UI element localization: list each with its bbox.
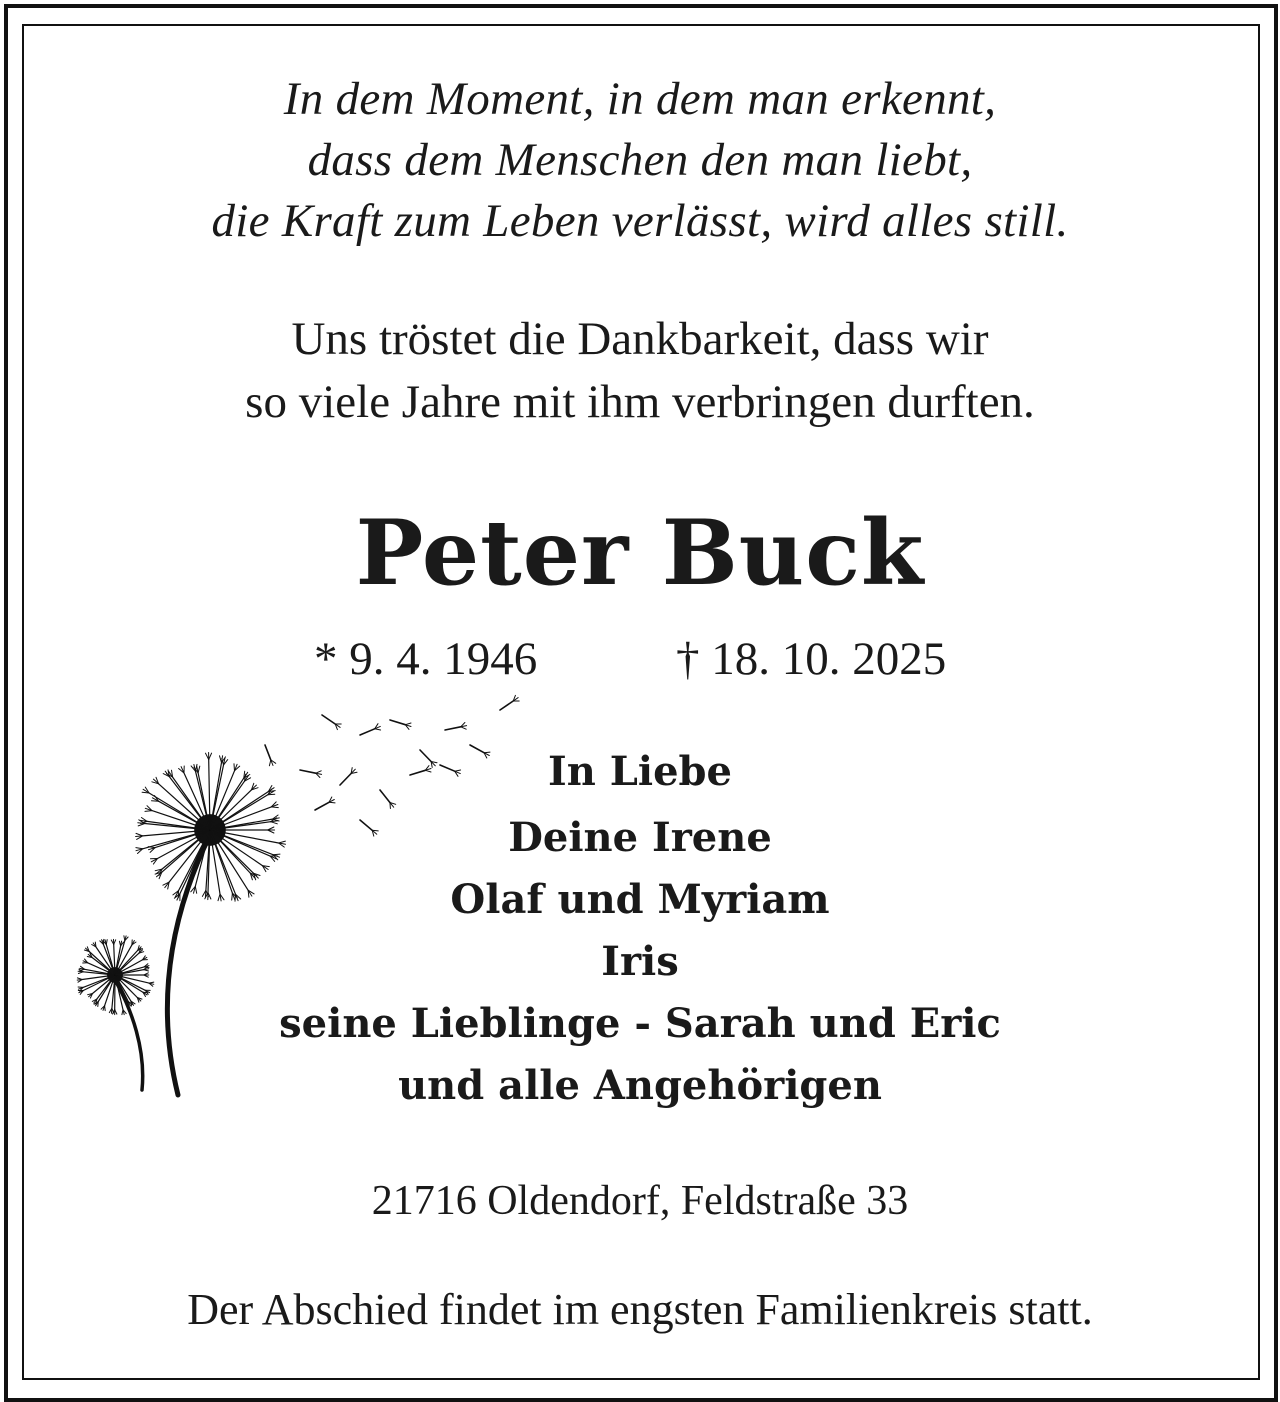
mourner-line: Iris xyxy=(0,942,1280,982)
comfort-line-1: Uns tröstet die Dankbarkeit, dass wir xyxy=(0,316,1280,363)
mourner-line: Deine Irene xyxy=(0,818,1280,858)
comfort-line-2: so viele Jahre mit ihm verbringen durften. xyxy=(0,379,1280,426)
mourner-line: Olaf und Myriam xyxy=(0,880,1280,920)
quote-line-3: die Kraft zum Leben verlässt, wird alles still. xyxy=(0,198,1280,245)
death-date: † 18. 10. 2025 xyxy=(676,636,946,683)
deceased-name: Peter Buck xyxy=(0,508,1280,598)
mourners-intro: In Liebe xyxy=(0,752,1280,792)
quote-line-2: dass dem Menschen den man liebt, xyxy=(0,137,1280,184)
dandelion-icon xyxy=(60,690,520,1110)
mourner-line: und alle Angehörigen xyxy=(0,1066,1280,1106)
quote-line-1: In dem Moment, in dem man erkennt, xyxy=(0,76,1280,123)
birth-date: * 9. 4. 1946 xyxy=(314,636,537,683)
mourner-line: seine Lieblinge - Sarah und Eric xyxy=(0,1004,1280,1044)
farewell-note: Der Abschied findet im engsten Familienkreis statt. xyxy=(0,1288,1280,1332)
address: 21716 Oldendorf, Feldstraße 33 xyxy=(0,1180,1280,1222)
